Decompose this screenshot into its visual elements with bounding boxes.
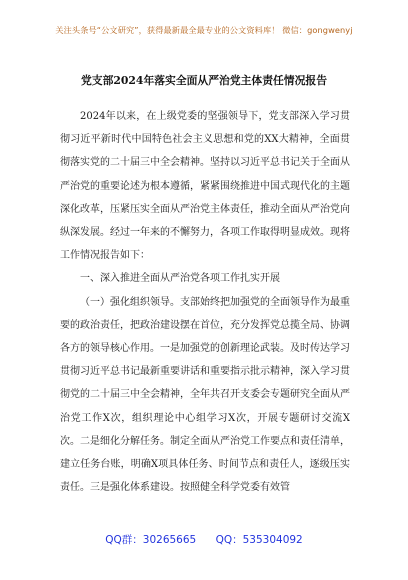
document-body [60,105,350,499]
promo-banner: 关注头条号“公文研究”，获得最新最全最专业的公文资料库！ 微信：gongwenyj [55,25,353,35]
contact-footer [0,532,408,547]
qq-group-number: QQ群：30265665 [105,534,197,546]
document-title: 党支部2024年落实全面从严治党主体责任情况报告 [81,74,327,87]
section-paragraph: （一）强化组织领导。支部始终把加强党的全面领导作为最重要的政治责任，把政治建设摆在首位，充分发挥党总揽全局、协调各方的领导核心作用。一是加强党的创新理论武装。及时传达学习贯彻习近平总书记最新重要讲话和重要指示批示精神，深入学习贯彻党的二十届三中全会精神，全年共召开支委会专题研究全面从严治党工作X次，组织理论中心组学习X次，开展专题研讨交流X次。二是细化分解任务。制定全面从严治党工作要点和责任清单，建立任务台账，明确X项具体任务、时间节点和责任人，逐级压实责任。三是强化体系建设。按照健全科学党委有效管 [60,296,350,494]
section-heading: 一、深入推进全面从严治党各项工作扎实开展 [80,273,280,285]
intro-paragraph: 2024年以来，在上级党委的坚强领导下，党支部深入学习贯彻习近平新时代中国特色社会主义思想和党的XX大精神，全面贯彻落实党的二十届三中全会精神。坚持以习近平总书记关于全面从严治党的重要论述为根本遵循，紧紧围绕推进中国式现代化的主题深化改革，压紧压实全面从严治党主体责任，推动全面从严治党向纵深发展。经过一年来的不懈努力，各项工作取得明显成效。现将工作情况报告如下： [60,111,350,262]
qq-number: QQ：535304092 [215,534,303,546]
